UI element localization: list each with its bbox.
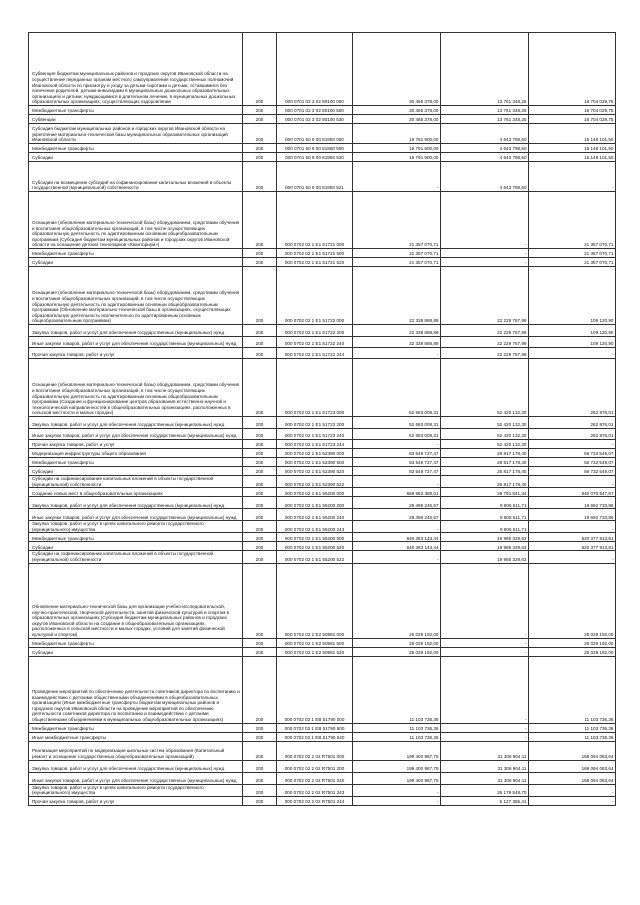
row-approved: - <box>353 796 441 805</box>
row-approved: 22 338 888,89 <box>353 337 441 348</box>
row-remaining: 620 377 813,81 <box>529 542 616 551</box>
row-remaining: - <box>529 162 616 192</box>
row-grbs-code: 200 <box>243 153 277 162</box>
row-budget-code: 000 0701 50 9 00 81950 500 <box>277 144 353 153</box>
row-budget-code: 000 0702 02 1 Е1 52390 522 <box>277 476 353 488</box>
row-budget-code: 000 0701 50 9 00 81950 520 <box>277 153 353 162</box>
row-executed: 52 420 132,30 <box>441 429 529 440</box>
row-executed: 52 420 132,30 <box>441 417 529 429</box>
row-executed: 26 817 178,40 <box>441 476 529 488</box>
row-executed: 9 806 511,71 <box>441 521 529 533</box>
row-name: Субсидии <box>29 647 243 656</box>
row-name: Иные закупки товаров, работ и услуг для обеспечения государственных (муниципальных) нужд <box>29 509 243 521</box>
row-executed: 19 985 329,63 <box>441 551 529 563</box>
row-remaining: 19 692 733,86 <box>529 497 616 509</box>
row-grbs-code: 200 <box>243 144 277 153</box>
row-approved: 25 029 192,00 <box>353 638 441 647</box>
row-budget-code: 000 0702 02 1 Е1 55200 243 <box>277 521 353 533</box>
row-approved: - <box>353 521 441 533</box>
row-budget-code: 000 0702 02 1 Е1 55200 522 <box>277 551 353 563</box>
table-row <box>29 33 616 106</box>
table-row <box>29 325 616 337</box>
row-name: Оснащение (обновление материально-технической базы) оборудованием, средствами обучения и воспитания общеобразовательных организаций, в том числе осуществляющих образовательную деятельность по адаптированным основным общеобразовательным программам (Субсидия бюджетам муниципальных районов и городских округов Ивановской области на оснащение детских технопарков «Кванториум») <box>29 192 243 249</box>
row-remaining: 168 094 063,64 <box>529 760 616 772</box>
row-executed: 52 420 132,30 <box>441 440 529 449</box>
row-executed: 4 643 798,50 <box>441 162 529 192</box>
row-name: Субсидии на софинансирование капитальных вложений в объекты государственной (муниципальной) собственности <box>29 476 243 488</box>
table-row <box>29 509 616 521</box>
table-row <box>29 551 616 563</box>
row-remaining: 262 876,01 <box>529 429 616 440</box>
row-name: Межбюджетные трансферты <box>29 638 243 647</box>
table-row <box>29 115 616 124</box>
row-grbs-code: 200 <box>243 542 277 551</box>
row-budget-code: 000 0702 02 2 02 R7501 200 <box>277 760 353 772</box>
row-name: Субвенция бюджетам муниципальных районов и городских округов Ивановской области на осуществление переданных органам местного самоуправления государственных полномочий Ивановской области по присмотру и уходу за детьми-сиротами и детьми, оставшимися без попечения родителей, детьми-инвалидами в муниципальных дошкольных образовательных организациях и детьми, нуждающимися в длительном лечении, в муниципальных дошкольных образовательных организациях, осуществляющих оздоровление <box>29 33 243 106</box>
row-executed: 13 761 348,25 <box>441 106 529 115</box>
table-row <box>29 348 616 359</box>
row-name: Субсидии <box>29 258 243 267</box>
row-approved: - <box>353 784 441 796</box>
row-name: Иные закупки товаров, работ и услуг для обеспечения государственных (муниципальных) нужд <box>29 337 243 348</box>
row-budget-code: 000 0702 02 1 Е2 50981 520 <box>277 647 353 656</box>
row-remaining: 109 120,90 <box>529 325 616 337</box>
table-row <box>29 476 616 488</box>
row-approved: 19 791 900,00 <box>353 153 441 162</box>
row-grbs-code: 200 <box>243 723 277 732</box>
row-executed: 9 806 511,71 <box>441 509 529 521</box>
row-grbs-code: 200 <box>243 741 277 760</box>
row-executed: 22 229 767,99 <box>441 337 529 348</box>
row-grbs-code: 200 <box>243 429 277 440</box>
row-approved: 52 683 008,31 <box>353 359 441 417</box>
row-executed: - <box>441 638 529 647</box>
row-approved: - <box>353 440 441 449</box>
row-executed: 19 985 329,63 <box>441 542 529 551</box>
row-budget-code: 000 0702 02 1 Е2 50981 000 <box>277 563 353 638</box>
row-budget-code: 000 0702 02 2 02 R7501 000 <box>277 741 353 760</box>
row-approved: 30 465 378,00 <box>353 106 441 115</box>
row-grbs-code: 200 <box>243 124 277 144</box>
row-executed: 22 229 767,99 <box>441 267 529 325</box>
table-row <box>29 542 616 551</box>
row-budget-code: 000 0702 02 2 02 R7501 243 <box>277 784 353 796</box>
row-name: Межбюджетные трансферты <box>29 249 243 258</box>
row-remaining: 11 103 736,36 <box>529 723 616 732</box>
table-row <box>29 162 616 192</box>
row-grbs-code: 200 <box>243 417 277 429</box>
row-approved: 30 465 378,00 <box>353 115 441 124</box>
row-grbs-code: 200 <box>243 440 277 449</box>
table-row <box>29 153 616 162</box>
row-name: Модернизация инфраструктуры общего образования <box>29 449 243 458</box>
row-remaining: 15 148 101,50 <box>529 153 616 162</box>
row-grbs-code: 200 <box>243 249 277 258</box>
row-budget-code: 000 0702 02 1 ЕВ 51790 500 <box>277 723 353 732</box>
row-executed: 13 761 348,25 <box>441 33 529 106</box>
row-remaining: 11 103 736,36 <box>529 732 616 741</box>
row-approved: 21 357 070,71 <box>353 249 441 258</box>
row-name: Прочая закупка товаров, работ и услуг <box>29 796 243 805</box>
row-name: Межбюджетные трансферты <box>29 144 243 153</box>
row-executed: 13 761 348,25 <box>441 115 529 124</box>
table-row <box>29 497 616 509</box>
row-grbs-code: 200 <box>243 449 277 458</box>
row-budget-code: 000 0702 02 1 Е1 51722 000 <box>277 267 353 325</box>
row-executed: 31 306 904,11 <box>441 741 529 760</box>
row-executed: - <box>441 249 529 258</box>
row-grbs-code: 200 <box>243 638 277 647</box>
row-grbs-code: 200 <box>243 509 277 521</box>
table-row <box>29 521 616 533</box>
row-grbs-code: 200 <box>243 796 277 805</box>
row-remaining: - <box>529 476 616 488</box>
row-grbs-code: 200 <box>243 106 277 115</box>
row-grbs-code: 200 <box>243 359 277 417</box>
row-remaining: 168 094 063,64 <box>529 741 616 760</box>
table-row <box>29 337 616 348</box>
row-executed: 4 643 798,50 <box>441 124 529 144</box>
table-row <box>29 772 616 784</box>
row-executed: 9 806 511,71 <box>441 497 529 509</box>
row-remaining: 11 103 736,36 <box>529 656 616 723</box>
row-executed: 26 817 178,40 <box>441 467 529 476</box>
row-executed: 26 817 178,40 <box>441 458 529 467</box>
row-name: Межбюджетные трансферты <box>29 106 243 115</box>
row-grbs-code: 200 <box>243 488 277 497</box>
row-approved: 11 103 736,36 <box>353 723 441 732</box>
table-row <box>29 192 616 249</box>
row-name: Субсидии <box>29 467 243 476</box>
table-row <box>29 796 616 805</box>
row-name: Субсидии на софинансирование капитальных вложений в объекты государственной (муниципальной) собственности <box>29 551 243 563</box>
row-grbs-code: 200 <box>243 563 277 638</box>
row-name: Межбюджетные трансферты <box>29 458 243 467</box>
row-budget-code: 000 0701 50 9 00 81950 000 <box>277 124 353 144</box>
row-approved: 21 357 070,71 <box>353 192 441 249</box>
table-row <box>29 449 616 458</box>
row-grbs-code: 200 <box>243 760 277 772</box>
row-name: Иные закупки товаров, работ и услуг для обеспечения государственных (муниципальных) нужд <box>29 772 243 784</box>
row-remaining: 16 704 029,75 <box>529 33 616 106</box>
row-name: Закупка товаров, работ и услуг для обеспечения государственных (муниципальных) нужд <box>29 760 243 772</box>
row-approved: 11 103 736,36 <box>353 656 441 723</box>
row-budget-code: 000 0701 02 3 02 80100 530 <box>277 115 353 124</box>
row-grbs-code: 200 <box>243 476 277 488</box>
row-remaining: - <box>529 784 616 796</box>
row-grbs-code: 200 <box>243 325 277 337</box>
row-executed: 29 791 841,34 <box>441 488 529 497</box>
row-remaining: 56 732 549,07 <box>529 449 616 458</box>
row-grbs-code: 200 <box>243 533 277 542</box>
row-name: Субсидии <box>29 542 243 551</box>
table-body <box>29 33 616 806</box>
row-grbs-code: 200 <box>243 732 277 741</box>
row-approved: 199 400 967,75 <box>353 772 441 784</box>
row-remaining: - <box>529 348 616 359</box>
table-row <box>29 258 616 267</box>
row-remaining: 25 029 192,00 <box>529 638 616 647</box>
row-approved: 669 862 389,01 <box>353 488 441 497</box>
row-name: Проведение мероприятий по обеспечению деятельности советников директора по воспитанию и взаимодействию с детскими общественными объединениями в общеобразовательных организациях (Иные межбюджетные трансферты бюджетам муниципальных районов и городских округов Ивановской области на проведение мероприятий по обеспечению деятельности советников директора по воспитанию и взаимодействию с детскими общественными объединениями в муниципальных общеобразовательных организациях) <box>29 656 243 723</box>
row-budget-code: 000 0702 02 1 Е1 55200 200 <box>277 497 353 509</box>
row-name: Межбюджетные трансферты <box>29 533 243 542</box>
row-grbs-code: 200 <box>243 258 277 267</box>
row-executed: - <box>441 563 529 638</box>
row-approved: 52 683 008,31 <box>353 417 441 429</box>
row-grbs-code: 200 <box>243 467 277 476</box>
row-budget-code: 000 0702 02 1 Е1 52390 520 <box>277 467 353 476</box>
row-remaining: 109 120,90 <box>529 337 616 348</box>
row-budget-code: 000 0701 50 9 00 81950 521 <box>277 162 353 192</box>
row-budget-code: 000 0702 02 2 02 R7501 240 <box>277 772 353 784</box>
table-row <box>29 440 616 449</box>
row-grbs-code: 200 <box>243 656 277 723</box>
row-executed: 4 643 798,50 <box>441 144 529 153</box>
row-name: Закупка товаров, работ и услуг в целях капитального ремонта государственного (муниципального) имущества <box>29 784 243 796</box>
row-name: Создание новых мест в общеобразовательных организациях <box>29 488 243 497</box>
table-row <box>29 106 616 115</box>
row-approved: 22 338 888,89 <box>353 325 441 337</box>
row-approved: 199 400 967,75 <box>353 741 441 760</box>
row-remaining: 21 357 070,71 <box>529 192 616 249</box>
row-grbs-code: 200 <box>243 458 277 467</box>
row-remaining: 56 732 549,07 <box>529 458 616 467</box>
row-approved: 30 465 378,00 <box>353 33 441 106</box>
row-executed: 19 985 329,63 <box>441 533 529 542</box>
row-remaining: 21 357 070,71 <box>529 258 616 267</box>
row-executed: 22 229 767,99 <box>441 325 529 337</box>
row-approved: 25 029 192,00 <box>353 647 441 656</box>
row-grbs-code: 200 <box>243 521 277 533</box>
table-row <box>29 467 616 476</box>
table-row <box>29 656 616 723</box>
row-name: Прочая закупка товаров, работ и услуг <box>29 348 243 359</box>
table-row <box>29 784 616 796</box>
row-executed: - <box>441 647 529 656</box>
table-row <box>29 458 616 467</box>
row-approved: 19 791 900,00 <box>353 144 441 153</box>
row-name: Закупка товаров, работ и услуг для обеспечения государственных (муниципальных) нужд <box>29 417 243 429</box>
table-row <box>29 429 616 440</box>
row-remaining: 262 876,01 <box>529 359 616 417</box>
row-grbs-code: 200 <box>243 497 277 509</box>
row-budget-code: 000 0702 02 1 Е1 51721 520 <box>277 258 353 267</box>
table-row <box>29 533 616 542</box>
row-grbs-code: 200 <box>243 33 277 106</box>
row-executed: - <box>441 656 529 723</box>
budget-execution-table <box>28 32 616 806</box>
row-remaining: 15 148 101,50 <box>529 124 616 144</box>
table-row <box>29 359 616 417</box>
row-executed: 22 229 767,99 <box>441 348 529 359</box>
row-budget-code: 000 0702 02 2 02 R7501 244 <box>277 796 353 805</box>
table-row <box>29 760 616 772</box>
row-budget-code: 000 0702 02 1 Е1 52390 500 <box>277 458 353 467</box>
table-row <box>29 732 616 741</box>
row-approved: 52 683 008,31 <box>353 429 441 440</box>
row-budget-code: 000 0702 02 1 ЕВ 51790 540 <box>277 732 353 741</box>
row-executed: 26 179 548,70 <box>441 784 529 796</box>
row-approved: 83 549 727,47 <box>353 458 441 467</box>
row-name: Закупка товаров, работ и услуг в целях капитального ремонта государственного (муниципального) имущества <box>29 521 243 533</box>
row-approved: 25 029 192,00 <box>353 563 441 638</box>
row-remaining: 15 148 101,50 <box>529 144 616 153</box>
row-budget-code: 000 0701 02 3 02 80100 500 <box>277 106 353 115</box>
row-executed: 52 420 132,30 <box>441 359 529 417</box>
row-executed: - <box>441 723 529 732</box>
row-grbs-code: 200 <box>243 115 277 124</box>
row-approved: 199 400 967,75 <box>353 760 441 772</box>
row-executed: 26 817 178,40 <box>441 449 529 458</box>
row-name: Субвенции <box>29 115 243 124</box>
row-grbs-code: 200 <box>243 267 277 325</box>
row-budget-code: 000 0702 02 1 Е1 52390 000 <box>277 449 353 458</box>
row-budget-code: 000 0702 02 1 Е1 51721 000 <box>277 192 353 249</box>
row-name: Закупка товаров, работ и услуг для обеспечения государственных (муниципальных) нужд <box>29 325 243 337</box>
row-budget-code: 000 0702 02 1 Е1 51722 240 <box>277 337 353 348</box>
row-approved: 83 549 727,47 <box>353 467 441 476</box>
row-grbs-code: 200 <box>243 337 277 348</box>
row-budget-code: 000 0702 02 1 Е1 51723 200 <box>277 417 353 429</box>
table-row <box>29 249 616 258</box>
row-executed: 5 127 355,41 <box>441 796 529 805</box>
row-budget-code: 000 0702 02 1 Е1 51722 244 <box>277 348 353 359</box>
row-name: Обновление материально-технической базы для организации учебно-исследовательской, научно-практической, творческой деятельности, занятий физической культурой и спортом в образовательных организациях (Субсидия бюджетам муниципальных районов и городских округов Ивановской области на создание в общеобразовательных организациях, расположенных в сельской местности и малых городах, условий для занятий физической культурой и спортом) <box>29 563 243 638</box>
row-grbs-code: 200 <box>243 784 277 796</box>
row-executed: - <box>441 192 529 249</box>
row-approved: 29 499 245,57 <box>353 497 441 509</box>
row-name: Оснащение (обновление материально-технической базы) оборудованием, средствами обучения и воспитания общеобразовательных организаций, в том числе осуществляющих образовательную деятельность по адаптированным основным общеобразовательным программам (Создание и функционирование центров образования естественно-научной и технологической направленностей в общеобразовательных организациях, расположенных в сельской местности и малых городах) <box>29 359 243 417</box>
row-remaining: - <box>529 440 616 449</box>
row-budget-code: 000 0702 02 1 Е1 51723 240 <box>277 429 353 440</box>
row-budget-code: 000 0702 02 1 Е1 55200 500 <box>277 533 353 542</box>
row-executed: - <box>441 258 529 267</box>
row-remaining: 25 029 192,00 <box>529 647 616 656</box>
row-approved: - <box>353 551 441 563</box>
row-remaining: - <box>529 551 616 563</box>
row-approved: - <box>353 162 441 192</box>
row-grbs-code: 200 <box>243 647 277 656</box>
row-budget-code: 000 0702 02 1 ЕВ 51790 000 <box>277 656 353 723</box>
row-remaining: 25 029 192,00 <box>529 563 616 638</box>
row-approved: - <box>353 348 441 359</box>
row-grbs-code: 200 <box>243 192 277 249</box>
row-name: Субсидии <box>29 153 243 162</box>
row-grbs-code: 200 <box>243 551 277 563</box>
row-budget-code: 000 0702 02 1 Е1 55200 240 <box>277 509 353 521</box>
table-row <box>29 144 616 153</box>
row-approved: 19 791 900,00 <box>353 124 441 144</box>
row-remaining: 168 094 063,64 <box>529 772 616 784</box>
table-row <box>29 488 616 497</box>
row-grbs-code: 200 <box>243 772 277 784</box>
row-name: Прочая закупка товаров, работ и услуг <box>29 440 243 449</box>
row-grbs-code: 200 <box>243 348 277 359</box>
row-approved: 11 103 736,36 <box>353 732 441 741</box>
row-name: Иные закупки товаров, работ и услуг для обеспечения государственных (муниципальных) нужд <box>29 429 243 440</box>
row-executed: - <box>441 732 529 741</box>
row-name: Реализация мероприятий по модернизации школьных систем образования (Капитальный ремонт и оснащение государственных общеобразовательных организаций) <box>29 741 243 760</box>
row-remaining: - <box>529 521 616 533</box>
row-remaining: 640 070 547,67 <box>529 488 616 497</box>
row-approved: 29 499 245,57 <box>353 509 441 521</box>
row-budget-code: 000 0701 02 3 02 80100 000 <box>277 33 353 106</box>
row-approved: 83 549 727,47 <box>353 449 441 458</box>
row-name: Субсидии на возмещение субсидий на софинансирование капитальных вложений в объекты государственной (муниципальной) собственности <box>29 162 243 192</box>
row-remaining: 620 377 813,81 <box>529 533 616 542</box>
table-row <box>29 563 616 638</box>
table-row <box>29 267 616 325</box>
row-approved: 640 363 143,44 <box>353 542 441 551</box>
row-executed: 31 306 904,11 <box>441 760 529 772</box>
row-approved: - <box>353 476 441 488</box>
row-approved: 22 338 888,89 <box>353 267 441 325</box>
row-remaining: 21 357 070,71 <box>529 249 616 258</box>
row-budget-code: 000 0702 02 1 Е1 55200 000 <box>277 488 353 497</box>
row-executed: 4 643 798,50 <box>441 153 529 162</box>
table-row <box>29 124 616 144</box>
row-budget-code: 000 0702 02 1 Е1 51723 000 <box>277 359 353 417</box>
table-row <box>29 417 616 429</box>
row-budget-code: 000 0702 02 1 Е1 55200 520 <box>277 542 353 551</box>
row-budget-code: 000 0702 02 1 Е1 51721 500 <box>277 249 353 258</box>
row-grbs-code: 200 <box>243 162 277 192</box>
row-approved: 21 357 070,71 <box>353 258 441 267</box>
table-row <box>29 638 616 647</box>
row-name: Закупка товаров, работ и услуг для обеспечения государственных (муниципальных) нужд <box>29 497 243 509</box>
table-row <box>29 723 616 732</box>
row-remaining: 16 704 029,75 <box>529 115 616 124</box>
row-remaining: 109 120,90 <box>529 267 616 325</box>
row-budget-code: 000 0702 02 1 Е1 51722 200 <box>277 325 353 337</box>
row-executed: 31 306 904,11 <box>441 772 529 784</box>
row-remaining: 16 704 029,75 <box>529 106 616 115</box>
row-name: Иные межбюджетные трансферты <box>29 732 243 741</box>
row-name: Оснащение (обновление материально-технической базы) оборудованием, средствами обучения и воспитания общеобразовательных организаций, в том числе осуществляющих образовательную деятельность по адаптированным основным общеобразовательным программам (Обновление материально-технической базы в организациях, осуществляющих образовательную деятельность исключительно по адаптированным основным общеобразовательным программам) <box>29 267 243 325</box>
row-remaining: 262 876,01 <box>529 417 616 429</box>
table-row <box>29 741 616 760</box>
row-remaining: 56 732 549,07 <box>529 467 616 476</box>
row-remaining: 19 692 733,86 <box>529 509 616 521</box>
table-row <box>29 647 616 656</box>
row-budget-code: 000 0702 02 1 Е2 50981 500 <box>277 638 353 647</box>
row-name: Субсидия бюджетам муниципальных районов и городских округов Ивановской области на укрепление материально-технической базы муниципальных образовательных организаций Ивановской области <box>29 124 243 144</box>
row-remaining: - <box>529 796 616 805</box>
row-budget-code: 000 0702 02 1 Е1 51723 244 <box>277 440 353 449</box>
row-name: Межбюджетные трансферты <box>29 723 243 732</box>
row-approved: 640 363 143,44 <box>353 533 441 542</box>
